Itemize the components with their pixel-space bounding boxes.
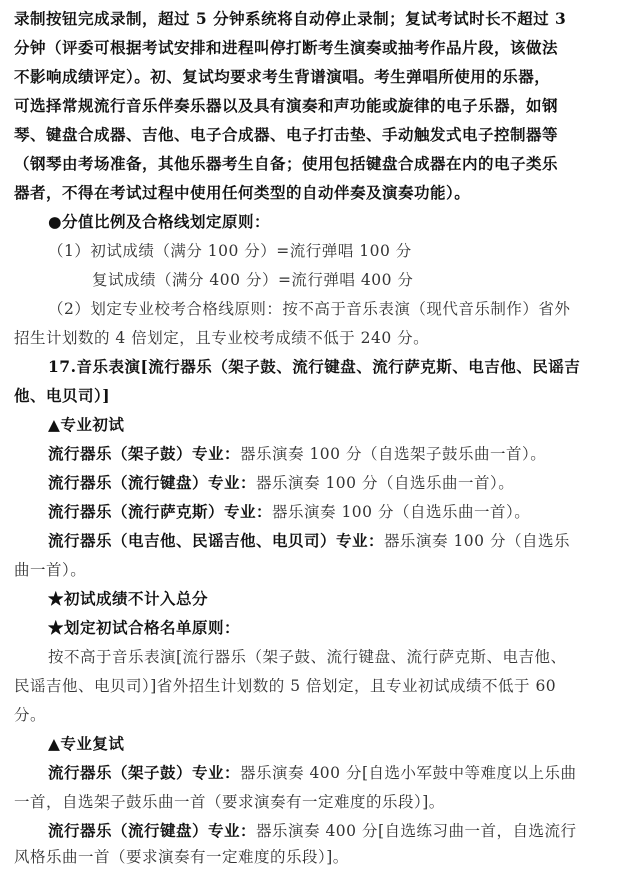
initial-drum-label: 流行器乐（架子鼓）专业： (48, 444, 241, 463)
para-line-2: 分钟（评委可根据考试安排和进程叫停打断考生演奏或抽考作品片段，该做法 (14, 38, 559, 57)
pass-rule-line-3: 分。 (14, 706, 47, 724)
initial-guitar-item (48, 530, 620, 552)
score-initial: （1）初试成绩（满分 100 分）=流行弹唱 100 分 (48, 242, 412, 260)
retest-drum-text: 器乐演奏 400 分[自选小军鼓中等难度以上乐曲 (240, 764, 577, 782)
score-retest: 复试成绩（满分 400 分）=流行弹唱 400 分 (92, 271, 414, 289)
section-17-title-cont: 他、电贝司）] (14, 386, 111, 405)
initial-keyboard-text: 器乐演奏 100 分（自选乐曲一首）。 (256, 474, 515, 492)
para-line-1: 录制按钮完成录制，超过 5 分钟系统将自动停止录制；复试考试时长不超过 3 (14, 9, 567, 28)
initial-guitar-text-cont: 曲一首）。 (14, 561, 87, 579)
pass-rule-line-1: 按不高于音乐表演[流行器乐（架子鼓、流行键盘、流行萨克斯、电吉他、 (48, 648, 567, 666)
retest-drum-label: 流行器乐（架子鼓）专业： (48, 763, 241, 782)
retest-keyboard-text-cont: 风格乐曲一首（要求演奏有一定难度的乐段）]。 (14, 848, 349, 866)
retest-heading: ▲专业复试 (48, 734, 125, 753)
para-line-4: 可选择常规流行音乐伴奏乐器以及具有演奏和声功能或旋律的电子乐器，如钢 (14, 96, 559, 115)
initial-sax-item (48, 501, 620, 523)
retest-drum-text-cont: 一首，自选架子鼓乐曲一首（要求演奏有一定难度的乐段）]。 (14, 793, 445, 811)
initial-sax-text: 器乐演奏 100 分（自选乐曲一首）。 (272, 503, 531, 521)
para-line-7: 器者，不得在考试过程中使用任何类型的自动伴奏及演奏功能）。 (14, 183, 471, 202)
score-heading: ●分值比例及合格线划定原则： (48, 212, 271, 231)
initial-keyboard-item (48, 472, 620, 494)
initial-drum-item (48, 443, 620, 465)
score-rule-line-1: （2）划定专业校考合格线原则：按不高于音乐表演（现代音乐制作）省外 (48, 300, 571, 318)
initial-exam-heading: ▲专业初试 (48, 415, 125, 434)
score-rule-line-2: 招生计划数的 4 倍划定，且专业校考成绩不低于 240 分。 (14, 329, 430, 347)
retest-keyboard-label: 流行器乐（流行键盘）专业： (48, 821, 257, 840)
initial-keyboard-label: 流行器乐（流行键盘）专业： (48, 473, 257, 492)
note-pass-principle: ★划定初试合格名单原则： (48, 618, 241, 637)
retest-drum-item (48, 762, 620, 784)
para-line-3: 不影响成绩评定）。初、复试均要求考生背谱演唱。考生弹唱所使用的乐器， (14, 67, 551, 86)
para-line-5: 琴、键盘合成器、吉他、电子合成器、电子打击垫、手动触发式电子控制器等 (14, 125, 559, 144)
para-line-6: （钢琴由考场准备，其他乐器考生自备；使用包括键盘合成器在内的电子类乐 (14, 154, 559, 173)
retest-keyboard-text: 器乐演奏 400 分[自选练习曲一首，自选流行 (256, 822, 577, 840)
retest-keyboard-item (48, 820, 620, 842)
initial-guitar-label: 流行器乐（电吉他、民谣吉他、电贝司）专业： (48, 531, 385, 550)
pass-rule-line-2: 民谣吉他、电贝司）]省外招生计划数的 5 倍划定，且专业初试成绩不低于 60 (14, 677, 557, 695)
initial-drum-text: 器乐演奏 100 分（自选架子鼓乐曲一首）。 (240, 445, 547, 463)
initial-guitar-text: 器乐演奏 100 分（自选乐 (384, 532, 570, 550)
note-not-counted: ★初试成绩不计入总分 (48, 589, 209, 608)
section-17-title: 17.音乐表演[流行器乐（架子鼓、流行键盘、流行萨克斯、电吉他、民谣吉 (48, 357, 581, 376)
initial-sax-label: 流行器乐（流行萨克斯）专业： (48, 502, 273, 521)
